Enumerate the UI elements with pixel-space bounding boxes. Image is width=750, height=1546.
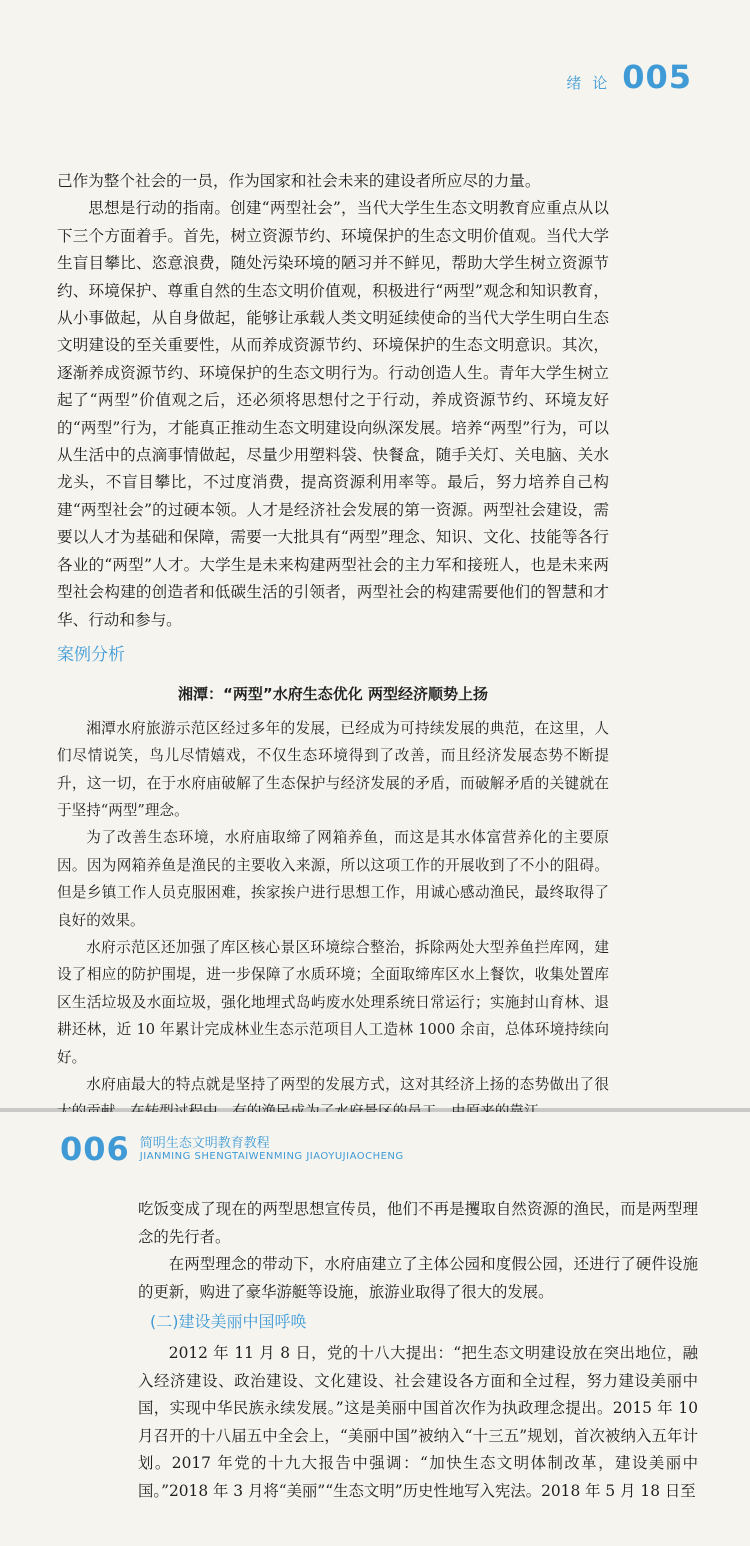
case-paragraph: 水府庙最大的特点就是坚持了两型的发展方式，这对其经济上扬的态势做出了很 <box>86 1076 609 1093</box>
paragraph: 2012 年 11 月 8 日，党的十八大提出：“把生态文明建设放在突出地位，融入经济建设、政治建设、文化建设、社会建设各方面和全过程，努力建设美丽中国，实现中华民族永续发展。”这是美丽中国首次作为执政理念提出。2015 年 10 月召开的十八届五中全会上，“美丽中国”被纳入“十三五”规划，首次被纳入五年计划。2017 年党的十九大报告中强调：“加快生态文明体制改革，建设美丽中国。”2018 年 3 月将“美丽”“生态文明”历史性地写入宪法。2018 年 5 月 18 日至 <box>138 1343 698 1500</box>
body-text <box>57 168 609 1126</box>
case-paragraph: 在两型理念的带动下，水府庙建立了主体公园和度假公园，还进行了硬件设施的更新，购进了豪华游艇等设施，旅游业取得了很大的发展。 <box>138 1255 698 1301</box>
case-paragraph: 为了改善生态环境，水府庙取缔了网箱养鱼，而这是其水体富营养化的主要原因。因为网箱养鱼是渔民的主要收入来源，所以这项工作的开展收到了不小的阻碍。但是乡镇工作人员克服困难，挨家挨户进行思想工作，用诚心感动渔民，最终取得了良好的效果。 <box>57 829 609 929</box>
book-title-block <box>140 1136 404 1162</box>
case-title: 湘潭：“两型”水府生态优化 两型经济顺势上扬 <box>178 685 488 704</box>
page-header <box>60 1130 404 1168</box>
body-text <box>138 1196 698 1506</box>
subheading: (二)建设美丽中国呼唤 <box>150 1312 307 1332</box>
case-paragraph: 湘潭水府旅游示范区经过多年的发展，已经成为可持续发展的典范，在这里，人们尽情说笑，鸟儿尽情嬉戏，不仅生态环境得到了改善，而且经济发展态势不断提升，这一切，在于水府庙破解了生态保护与经济发展的矛盾，而破解矛盾的关键就在于坚持“两型”理念。 <box>57 719 609 819</box>
case-heading: 案例分析 <box>57 644 125 665</box>
page-number: 005 <box>622 58 692 96</box>
paragraph: 思想是行动的指南。创建“两型社会”，当代大学生生态文明教育应重点从以下三个方面着手。首先，树立资源节约、环境保护的生态文明价值观。当代大学生盲目攀比、恣意浪费，随处污染环境的陋习并不鲜见，帮助大学生树立资源节约、环境保护、尊重自然的生态文明价值观，积极进行“两型”观念和知识教育，从小事做起，从自身做起，能够让承载人类文明延续使命的当代大学生明白生态文明建设的至关重要性，从而养成资源节约、环境保护的生态文明意识。其次，逐渐养成资源节约、环境保护的生态文明行为。行动创造人生。青年大学生树立起了“两型”价值观之后，还必须将思想付之于行动，养成资源节约、环境友好的“两型”行为，才能真正推动生态文明建设向纵深发展。培养“两型”行为，可以从生活中的点滴事情做起，尽量少用塑料袋、快餐盒，随手关灯、关电脑、关水龙头，不盲目攀比，不过度消费，提高资源利用率等。最后，努力培养自己构建“两型社会”的过硬本领。人才是经济社会发展的第一资源。两型社会建设，需要以人才为基础和保障，需要一大批具有“两型”理念、知识、文化、技能等各行各业的“两型”人才。大学生是未来构建两型社会的主力军和接班人，也是未来两型社会构建的创造者和低碳生活的引领者，两型社会的构建需要他们的智慧和才华、行动和参与。 <box>57 199 609 629</box>
page-006 <box>0 1112 750 1546</box>
book-title-pinyin: JIANMING SHENGTAIWENMING JIAOYUJIAOCHENG <box>139 1151 404 1162</box>
case-body <box>57 715 609 1126</box>
case-paragraph: 水府示范区还加强了库区核心景区环境综合整治，拆除两处大型养鱼拦库网，建设了相应的防护围堤，进一步保障了水质环境；全面取缔库区水上餐饮，收集处置库区生活垃圾及水面垃圾，强化地埋式岛屿废水处理系统日常运行；实施封山育林、退耕还林，近 10 年累计完成林业生态示范项目人工造林 1000 余亩，总体环境持续向好。 <box>57 938 609 1066</box>
page-header <box>566 58 692 96</box>
paragraph: 己作为整个社会的一员，作为国家和社会未来的建设者所应尽的力量。 <box>57 172 541 190</box>
section-label: 绪 论 <box>566 74 611 92</box>
book-title: 简明生态文明教育教程 <box>139 1136 270 1151</box>
page-number: 006 <box>60 1130 130 1168</box>
case-paragraph: 吃饭变成了现在的两型思想宣传员，他们不再是攫取自然资源的渔民，而是两型理念的先行者。 <box>138 1200 698 1246</box>
